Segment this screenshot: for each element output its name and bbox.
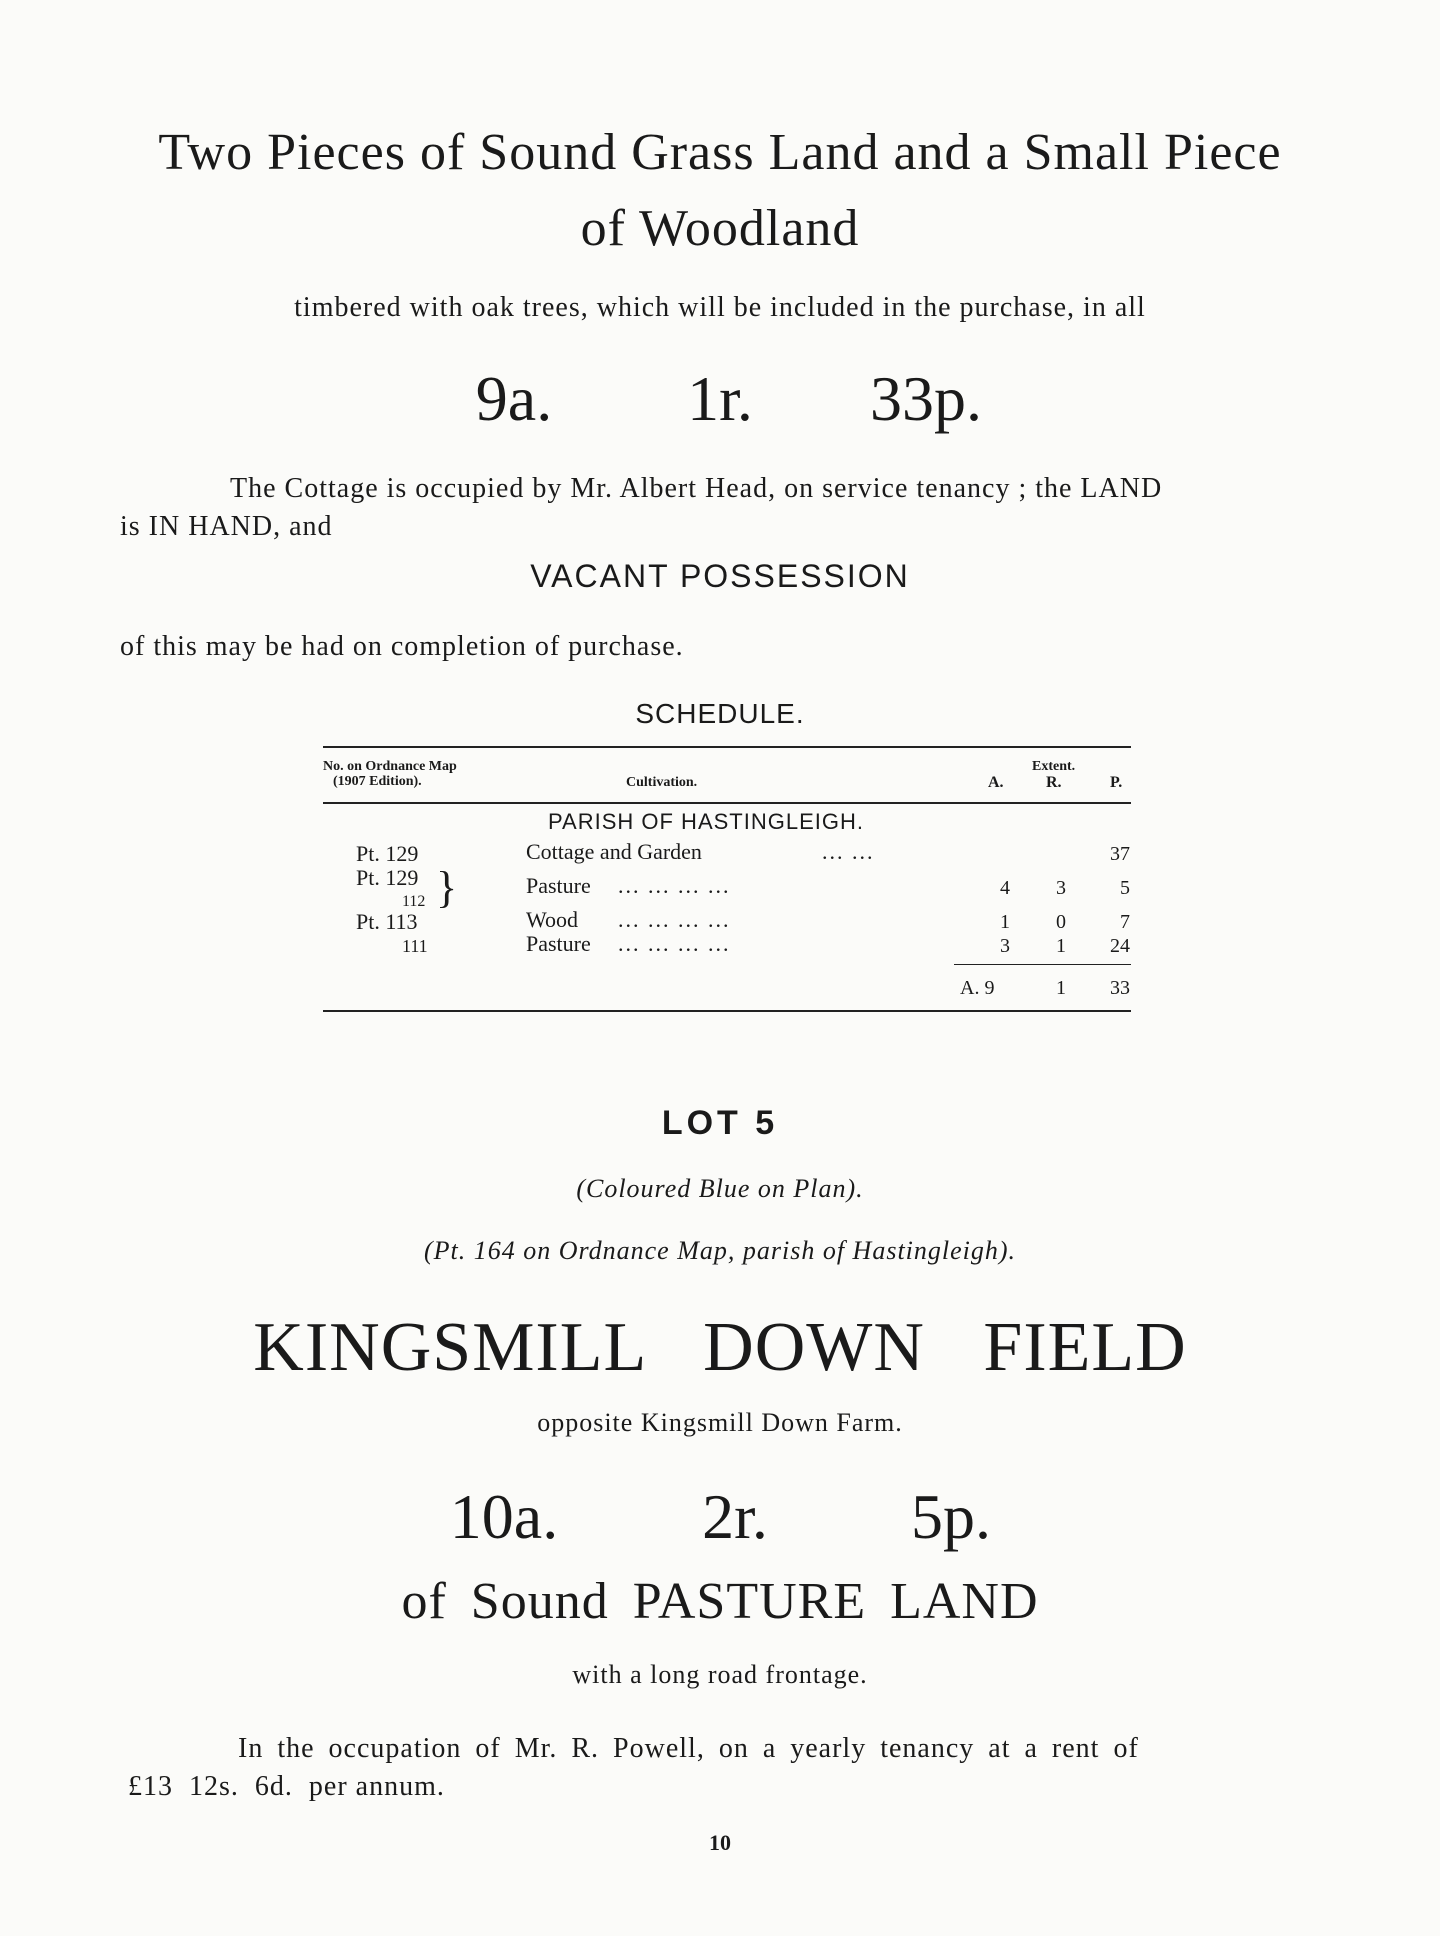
header-map-no-1: No. on Ordnance Map	[323, 759, 457, 774]
heading-line-1: Two Pieces of Sound Grass Land and a Small Piece	[158, 124, 1282, 181]
completion-note: of this may be had on completion of purchase.	[120, 631, 684, 662]
header-a: A.	[988, 774, 1004, 791]
field-description: of Sound PASTURE LAND	[401, 1573, 1039, 1630]
header-extent: Extent.	[1032, 759, 1076, 774]
row-4-a: 3	[1000, 935, 1010, 957]
heading-line-2: of Woodland	[580, 200, 860, 257]
area-acres: 9a.	[475, 363, 553, 434]
field-area	[0, 1480, 1440, 1554]
area-roods: 1r.	[687, 363, 753, 434]
occupancy-line-1: The Cottage is occupied by Mr. Albert Head, on service tenancy ; the LAND	[230, 473, 1163, 504]
field-name: KINGSMILL DOWN FIELD	[253, 1309, 1187, 1386]
lot-colour-note: (Coloured Blue on Plan).	[576, 1174, 864, 1203]
row-4-p: 24	[1110, 935, 1130, 957]
header-p: P.	[1110, 774, 1123, 791]
row-4-dots: ... ... ... ...	[618, 931, 731, 956]
row-3-map-no: Pt. 113	[356, 909, 418, 934]
row-4-map-no: 111	[402, 936, 428, 956]
row-2-cultivation: Pasture	[526, 873, 591, 898]
lot-map-note: (Pt. 164 on Ordnance Map, parish of Hastingleigh).	[423, 1236, 1017, 1265]
table-bottom-rule	[323, 1010, 1131, 1012]
row-2-map-no-2: 112	[402, 893, 426, 910]
area-perches: 33p.	[870, 363, 982, 434]
row-3-r: 0	[1056, 911, 1066, 933]
field-frontage: with a long road frontage.	[572, 1660, 868, 1689]
row-2-brace: }	[436, 863, 458, 912]
row-2-a: 4	[1000, 877, 1010, 899]
total-rule	[954, 964, 1131, 965]
header-r: R.	[1046, 774, 1062, 791]
occupancy-line-2: is IN HAND, and	[120, 511, 333, 542]
table-top-rule	[323, 746, 1131, 748]
row-3-a: 1	[1000, 911, 1010, 933]
row-4-cultivation: Pasture	[526, 931, 591, 956]
row-4-r: 1	[1056, 935, 1066, 957]
row-1-p: 37	[1110, 843, 1130, 865]
row-3-p: 7	[1120, 911, 1130, 933]
row-3-dots: ... ... ... ...	[618, 907, 731, 932]
tenancy-line-1: In the occupation of Mr. R. Powell, on a yearly tenancy at a rent of	[238, 1733, 1139, 1764]
total-a: A. 9	[960, 977, 995, 999]
field-area-roods: 2r.	[702, 1481, 768, 1552]
subheading: timbered with oak trees, which will be included in the purchase, in all	[294, 292, 1146, 323]
row-2-dots: ... ... ... ...	[618, 873, 731, 898]
row-1-map-no: Pt. 129	[356, 841, 419, 866]
row-2-r: 3	[1056, 877, 1066, 899]
row-3-cultivation: Wood	[526, 907, 579, 932]
area-measurement	[0, 362, 1440, 436]
page-number: 10	[709, 1830, 731, 1855]
header-cultivation: Cultivation.	[626, 775, 698, 790]
row-1-cultivation: Cottage and Garden	[526, 839, 702, 864]
schedule-title: SCHEDULE.	[635, 698, 805, 729]
vacant-possession: VACANT POSSESSION	[530, 558, 910, 594]
row-1-dots: ... ...	[822, 839, 875, 864]
row-2-map-no: Pt. 129	[356, 865, 419, 890]
parish-heading: PARISH OF HASTINGLEIGH.	[548, 809, 864, 834]
row-2-p: 5	[1120, 877, 1130, 899]
tenancy-line-2: £13 12s. 6d. per annum.	[128, 1771, 445, 1802]
header-bottom-rule	[323, 802, 1131, 804]
lot-title: LOT 5	[661, 1104, 779, 1142]
total-r: 1	[1056, 977, 1066, 999]
header-map-no-2: (1907 Edition).	[333, 774, 422, 789]
field-area-perches: 5p.	[911, 1481, 991, 1552]
total-p: 33	[1110, 977, 1130, 999]
field-location: opposite Kingsmill Down Farm.	[537, 1408, 903, 1437]
field-area-acres: 10a.	[449, 1481, 559, 1552]
